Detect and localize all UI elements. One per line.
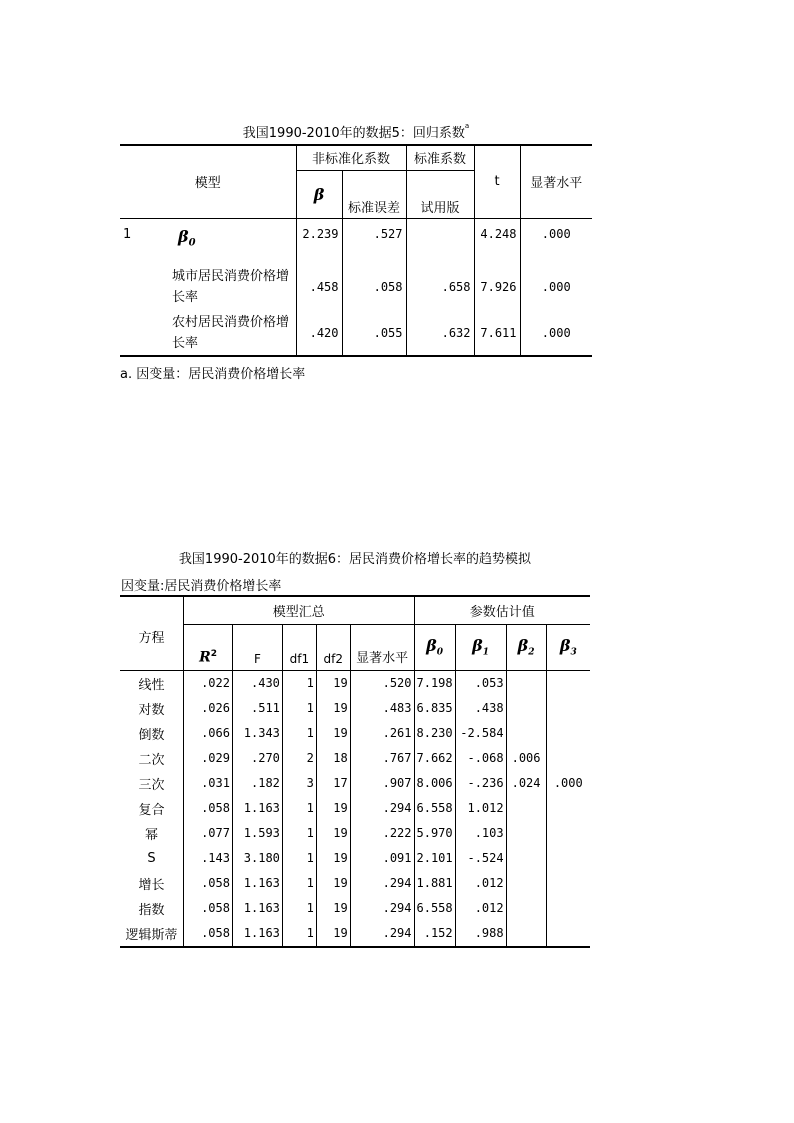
table-row: [120, 796, 590, 821]
table-row: [120, 821, 590, 846]
header-b1: [455, 624, 506, 670]
cell-beta: .658: [406, 264, 474, 310]
b0-symbol: β: [426, 636, 437, 656]
cell-f: 1.343: [232, 721, 282, 746]
cell-sig: .294: [350, 896, 414, 921]
b2-sub: 2: [528, 647, 535, 658]
cell-b3: [546, 696, 590, 721]
cell-b0: .152: [414, 921, 455, 947]
b0-sub: 0: [436, 647, 443, 658]
empty-cell: [120, 310, 148, 356]
beta0-sub: 0: [188, 237, 196, 249]
cell-b0: 6.558: [414, 796, 455, 821]
cell-b1: .988: [455, 921, 506, 947]
cell-f: .270: [232, 746, 282, 771]
cell-f: 3.180: [232, 846, 282, 871]
table5-title-sup: a: [464, 122, 470, 130]
table-row: [120, 696, 590, 721]
cell-b1: -.524: [455, 846, 506, 871]
cell-eq: 倒数: [120, 721, 184, 746]
table5-title-text: 我国1990-2010年的数据5：回归系数: [242, 126, 465, 141]
cell-f: 1.163: [232, 921, 282, 947]
cell-f: 1.593: [232, 821, 282, 846]
table-row: [120, 771, 590, 796]
cell-eq: 幂: [120, 821, 184, 846]
header-b0: [414, 624, 455, 670]
table5-footnote: a. 因变量：居民消费价格增长率: [120, 367, 306, 382]
cell-b3: [546, 871, 590, 896]
r-sup: 2: [210, 649, 217, 660]
cell-f: .430: [232, 670, 282, 696]
cell-b2: [506, 721, 546, 746]
table6-title: 我国1990-2010年的数据6：居民消费价格增长率的趋势模拟: [178, 552, 532, 567]
b3-sub: 3: [570, 647, 577, 658]
cell-eq: 增长: [120, 871, 184, 896]
cell-sig: .294: [350, 796, 414, 821]
cell-df2: 19: [316, 846, 350, 871]
cell-sig: .000: [541, 226, 571, 241]
trend-table-body: [120, 670, 590, 947]
cell-r2: .058: [184, 921, 233, 947]
cell-beta: [406, 218, 474, 264]
cell-b2: [506, 696, 546, 721]
cell-b3: .000: [553, 776, 583, 790]
cell-df1: 1: [282, 846, 316, 871]
beta0-symbol: β: [178, 226, 189, 246]
cell-sig: .294: [350, 871, 414, 896]
beta-symbol: β: [313, 184, 325, 204]
cell-sig: .767: [350, 746, 414, 771]
cell-f: .511: [232, 696, 282, 721]
cell-eq: S: [120, 846, 184, 871]
cell-b1: .103: [455, 821, 506, 846]
cell-b1: .053: [455, 670, 506, 696]
cell-r2: .058: [184, 796, 233, 821]
cell-df2: 19: [316, 896, 350, 921]
cell-df1: 3: [282, 771, 316, 796]
cell-b0: 8.006: [414, 771, 455, 796]
cell-df1: 1: [282, 821, 316, 846]
cell-eq: 对数: [120, 696, 184, 721]
cell-b: .458: [296, 264, 342, 310]
cell-df1: 2: [282, 746, 316, 771]
cell-r2: .058: [184, 871, 233, 896]
cell-df1: 1: [282, 871, 316, 896]
cell-b3: [546, 846, 590, 871]
cell-r2: .066: [184, 721, 233, 746]
header-b2: [506, 624, 546, 670]
header-beta: [296, 170, 342, 218]
cell-b3: [546, 721, 590, 746]
cell-r2: .031: [184, 771, 233, 796]
b3-symbol: β: [559, 636, 571, 656]
cell-df2: 19: [316, 921, 350, 947]
table-row: [120, 846, 590, 871]
cell-eq: 线性: [120, 670, 184, 696]
header-std-error: 标准误差: [342, 170, 406, 218]
cell-sig: .483: [350, 696, 414, 721]
cell-df1: 1: [282, 896, 316, 921]
b1-symbol: β: [472, 636, 483, 656]
cell-r2: .077: [184, 821, 233, 846]
header-model: 模型: [120, 145, 296, 218]
cell-sig: .294: [350, 921, 414, 947]
cell-b0: 6.835: [414, 696, 455, 721]
b2-symbol: β: [517, 636, 529, 656]
cell-b1: -.236: [455, 771, 506, 796]
header-sig: 显著水平: [520, 145, 592, 218]
cell-b1: -.068: [455, 746, 506, 771]
cell-df2: 17: [316, 771, 350, 796]
cell-t: 7.611: [474, 310, 520, 356]
cell-f: 1.163: [232, 871, 282, 896]
cell-b1: -2.584: [455, 721, 506, 746]
cell-b0: 2.101: [414, 846, 455, 871]
header-sig: 显著水平: [350, 624, 414, 670]
cell-b: 2.239: [296, 218, 342, 264]
table-row: [120, 921, 590, 947]
cell-df1: 1: [282, 696, 316, 721]
cell-b1: 1.012: [455, 796, 506, 821]
trend-simulation-table: [120, 595, 590, 948]
cell-b3: [546, 746, 590, 771]
header-t: t: [474, 145, 520, 218]
cell-eq: 二次: [120, 746, 184, 771]
r-symbol: R: [199, 649, 211, 666]
cell-b1: .438: [455, 696, 506, 721]
cell-r2: .029: [184, 746, 233, 771]
cell-b2: [506, 846, 546, 871]
header-f: F: [232, 624, 282, 670]
header-trial: 试用版: [406, 170, 474, 218]
cell-sig: .907: [350, 771, 414, 796]
cell-b2: [506, 670, 546, 696]
cell-b1: .012: [455, 896, 506, 921]
cell-df2: 19: [316, 670, 350, 696]
cell-t: 4.248: [474, 218, 520, 264]
table-row: [120, 871, 590, 896]
header-model-summary: 模型汇总: [184, 596, 414, 624]
row-label: [148, 218, 296, 264]
cell-eq: 指数: [120, 896, 184, 921]
header-df1: df1: [282, 624, 316, 670]
cell-df1: 1: [282, 670, 316, 696]
regression-coefficients-table: [120, 144, 592, 357]
table-row: [120, 670, 590, 696]
row-label: 农村居民消费价格增长率: [148, 310, 296, 356]
cell-r2: .143: [184, 846, 233, 871]
cell-b: .420: [296, 310, 342, 356]
cell-f: .182: [232, 771, 282, 796]
cell-b0: 6.558: [414, 896, 455, 921]
cell-eq: 逻辑斯蒂: [120, 921, 184, 947]
cell-sig: .261: [350, 721, 414, 746]
cell-sig: .520: [350, 670, 414, 696]
cell-df2: 19: [316, 871, 350, 896]
cell-b0: 8.230: [414, 721, 455, 746]
cell-b0: 7.198: [414, 670, 455, 696]
cell-b3: [546, 821, 590, 846]
cell-b2: [506, 871, 546, 896]
model-number: 1: [123, 226, 132, 242]
cell-b0: 7.662: [414, 746, 455, 771]
cell-sig: .091: [350, 846, 414, 871]
header-unstandardized: 非标准化系数: [296, 145, 406, 170]
cell-b0: 1.881: [414, 871, 455, 896]
cell-b2: [506, 821, 546, 846]
table-row: [120, 896, 590, 921]
header-equation: 方程: [120, 596, 184, 670]
cell-t: 7.926: [474, 264, 520, 310]
cell-b2: [506, 921, 546, 947]
table-row: [120, 721, 590, 746]
empty-cell: [120, 264, 148, 310]
cell-df2: 19: [316, 721, 350, 746]
b1-sub: 1: [482, 647, 490, 658]
cell-b2: .024: [506, 771, 546, 796]
header-parameter-estimates: 参数估计值: [414, 596, 590, 624]
header-r2: [184, 624, 233, 670]
cell-b1: .012: [455, 871, 506, 896]
cell-sig: .222: [350, 821, 414, 846]
table5-title: [120, 122, 592, 141]
cell-eq: 复合: [120, 796, 184, 821]
row-label: 城市居民消费价格增长率: [148, 264, 296, 310]
header-standardized: 标准系数: [406, 145, 474, 170]
cell-df1: 1: [282, 921, 316, 947]
cell-df2: 19: [316, 796, 350, 821]
cell-b3: [546, 796, 590, 821]
cell-df1: 1: [282, 721, 316, 746]
cell-b2: .006: [506, 746, 546, 771]
cell-se: .527: [342, 218, 406, 264]
cell-r2: .026: [184, 696, 233, 721]
cell-sig: .000: [541, 280, 571, 294]
header-b3: [546, 624, 590, 670]
cell-b0: 5.970: [414, 821, 455, 846]
cell-df1: 1: [282, 796, 316, 821]
cell-se: .055: [342, 310, 406, 356]
cell-f: 1.163: [232, 896, 282, 921]
cell-se: .058: [342, 264, 406, 310]
cell-b3: [546, 896, 590, 921]
header-df2: df2: [316, 624, 350, 670]
cell-r2: .022: [184, 670, 233, 696]
cell-b3: [546, 921, 590, 947]
table6-dependent-variable: 因变量:居民消费价格增长率: [121, 579, 282, 594]
table-row: [120, 746, 590, 771]
cell-df2: 19: [316, 696, 350, 721]
cell-beta: .632: [406, 310, 474, 356]
cell-r2: .058: [184, 896, 233, 921]
cell-f: 1.163: [232, 796, 282, 821]
cell-b3: [546, 670, 590, 696]
cell-sig: .000: [520, 310, 592, 356]
cell-df2: 19: [316, 821, 350, 846]
cell-b2: [506, 796, 546, 821]
cell-b2: [506, 896, 546, 921]
cell-eq: 三次: [120, 771, 184, 796]
cell-df2: 18: [316, 746, 350, 771]
